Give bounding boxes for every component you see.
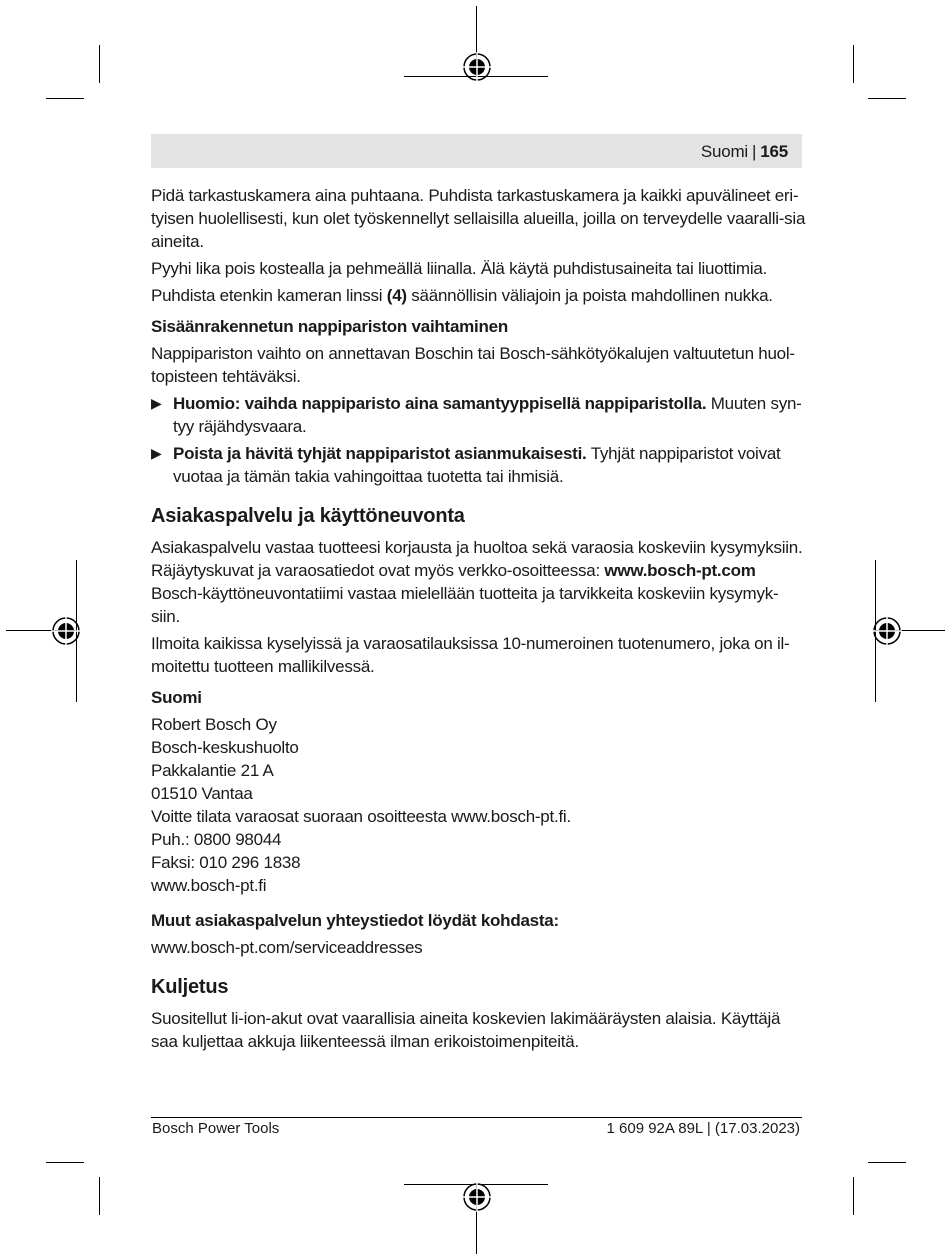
intro-paragraph: Pyyhi lika pois kostealla ja pehmeällä liinalla. Älä käytä puhdistusaineita tai liuottimia. <box>151 259 768 278</box>
registration-target-icon <box>462 1182 492 1212</box>
footer-doc-number: 1 609 92A 89L | (17.03.2023) <box>606 1120 800 1137</box>
registration-target-icon <box>872 616 902 646</box>
more-contacts-heading: Muut asiakaspalvelun yhteystiedot löydät kohdasta: <box>151 911 559 930</box>
page-number: 165 <box>760 142 788 161</box>
transport-heading: Kuljetus <box>151 976 229 998</box>
phone-line: Puh.: 0800 98044 <box>151 830 282 849</box>
transport-text: Suositellut li-ion-akut ovat vaarallisia aineita koskevien lakimääräysten alaisia. Käyttäjä saa kuljettaa akkuja liikenteessä ilman erikoistoimenpiteitä. <box>151 1009 781 1051</box>
page-content <box>151 184 806 1057</box>
intro-paragraph: Puhdista etenkin kameran linssi (4) säännöllisin väliajoin ja poista mahdollinen nukka. <box>151 286 773 305</box>
address-line: Voitte tilata varaosat suoraan osoitteesta www.bosch-pt.fi. <box>151 807 571 826</box>
address-line: Pakkalantie 21 A <box>151 761 274 780</box>
registration-target-icon <box>462 52 492 82</box>
warning-item: ▶ Poista ja hävitä tyhjät nappiparistot asianmukaisesti. Tyhjät nappiparistot voivat vuotaa ja tämän takia vahingoittaa tuotetta tai ihmisiä. <box>151 444 781 486</box>
registration-target-icon <box>51 616 81 646</box>
address-block <box>151 713 806 897</box>
service-paragraph: Asiakaspalvelu vastaa tuotteesi korjausta ja huoltoa sekä varaosia koskeviin kysymyksiin. Räjäytyskuvat ja varaosatiedot ovat myös verkko-osoitteessa: www.bosch-pt.com Bosch-käyttöneuvontatiimi vastaa mielellään tuotteita ja tarvikkeita koskeviin kysymyk-siin. <box>151 538 803 626</box>
address-line: Robert Bosch Oy <box>151 715 277 734</box>
battery-heading: Sisäänrakennetun nappipariston vaihtaminen <box>151 317 508 336</box>
bullet-arrow-icon: ▶ <box>151 445 162 461</box>
website-link[interactable]: www.bosch-pt.fi <box>151 876 267 895</box>
battery-text: Nappipariston vaihto on annettavan Boschin tai Bosch-sähkötyökalujen valtuutetun huol-topisteen tehtäväksi. <box>151 344 795 386</box>
bosch-link[interactable]: www.bosch-pt.com <box>604 561 756 580</box>
service-paragraph: Ilmoita kaikissa kyselyissä ja varaosatilauksissa 10-numeroinen tuotenumero, joka on il-moitettu tuotteen mallikilvessä. <box>151 634 790 676</box>
intro-paragraph: Pidä tarkastuskamera aina puhtaana. Puhdista tarkastuskamera ja kaikki apuvälineet eri-tyisen huolellisesti, kun olet työskennellyt sellaisilla alueilla, joilla on terveydelle vaaralli-sia aineita. <box>151 186 806 251</box>
header-language: Suomi <box>700 142 749 161</box>
footer-brand: Bosch Power Tools <box>152 1120 280 1137</box>
page-header <box>151 134 802 168</box>
service-addresses-link[interactable]: www.bosch-pt.com/serviceaddresses <box>151 938 423 957</box>
fax-line: Faksi: 010 296 1838 <box>151 853 301 872</box>
header-separator: | <box>752 142 757 161</box>
service-heading: Asiakaspalvelu ja käyttöneuvonta <box>151 505 465 527</box>
header-text <box>701 142 788 162</box>
warning-item: ▶ Huomio: vaihda nappiparisto aina samantyyppisellä nappiparistolla. Muuten syn-tyy räjähdysvaara. <box>151 394 802 436</box>
address-line: 01510 Vantaa <box>151 784 253 803</box>
reference-number: (4) <box>386 286 407 305</box>
bullet-arrow-icon: ▶ <box>151 395 162 411</box>
address-line: Bosch-keskushuolto <box>151 738 299 757</box>
country-heading: Suomi <box>151 688 202 707</box>
footer-divider <box>151 1117 802 1118</box>
